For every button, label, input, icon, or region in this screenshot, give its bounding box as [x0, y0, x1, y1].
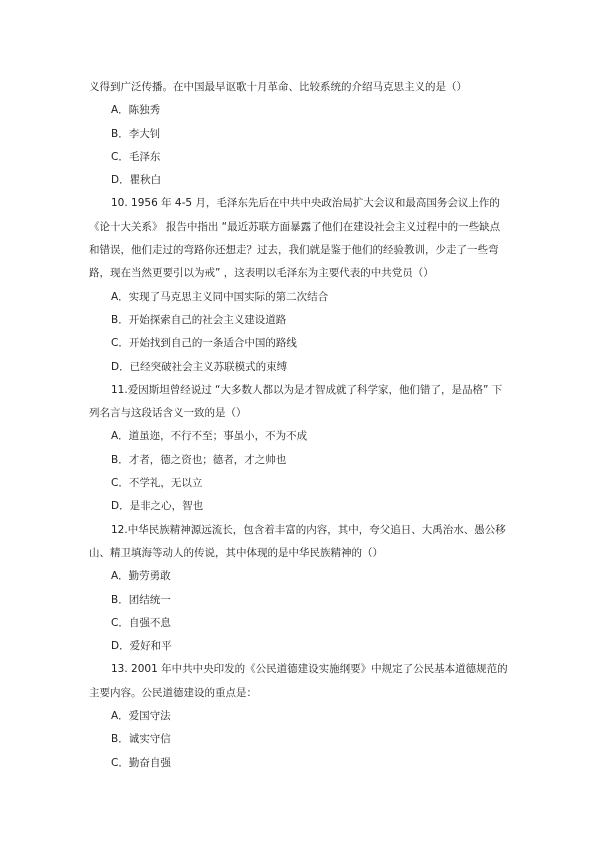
option-d: D．瞿秋白	[111, 174, 162, 187]
question-9-stem-line: 义得到广泛传播。在中国最早讴歌十月革命、比较系统的介绍马克思主义的是（）	[89, 81, 467, 93]
option-a: A．道虽迩，不行不至；事虽小，不为不成	[111, 430, 308, 443]
question-10-stem-line: 《论十大关系》 报告中指出 “最近苏联方面暴露了他们在建设社会主义过程中的一些缺点	[89, 220, 501, 233]
option-d: D．爱好和平	[111, 640, 172, 653]
option-c: C．开始找到自己的一条适合中国的路线	[111, 337, 297, 350]
option-c: C．不学礼，无以立	[111, 477, 203, 490]
option-c: C．勤奋自强	[111, 756, 171, 769]
option-c: C．毛泽东	[111, 150, 161, 163]
option-d: D．是非之心，智也	[111, 500, 204, 513]
question-10-stem-line: 和错误，他们走过的弯路你还想走？过去，我们就是鉴于他们的经验教训，少走了一些弯	[89, 244, 499, 257]
option-b: B．开始探索自己的社会主义建设道路	[111, 313, 287, 326]
question-13-stem-line: 13. 2001 年中共中央印发的《公民道德建设实施纲要》中规定了公民基本道德规范的	[111, 663, 508, 676]
option-a: A．实现了马克思主义同中国实际的第二次结合	[111, 290, 329, 303]
option-b: B．团结统一	[111, 593, 171, 606]
question-12-stem-line: 12.中华民族精神源远流长，包含着丰富的内容，其中，夸父追日、大禹治水、愚公移	[111, 523, 506, 536]
question-11-stem-line: 列名言与这段话含义一致的是（）	[89, 407, 247, 420]
question-13-stem-line: 主要内容。公民道德建设的重点是：	[89, 686, 257, 699]
option-b: B．诚实守信	[111, 733, 171, 746]
question-10-stem-line: 路，现在当然更要引以为戒” ，这表明以毛泽东为主要代表的中共党员（）	[89, 267, 434, 280]
option-b: B．才者，德之资也；德者，才之帅也	[111, 453, 287, 466]
question-11-stem-line: 11.爱因斯坦曾经说过 “大多数人都以为是才智成就了科学家，他们错了，是品格” 下	[111, 383, 503, 396]
option-b: B．李大钊	[111, 127, 161, 140]
option-a: A．陈独秀	[111, 104, 161, 117]
option-a: A．爱国守法	[111, 710, 171, 723]
option-a: A．勤劳勇敢	[111, 570, 171, 583]
question-10-stem-line: 10. 1956 年 4-5 月，毛泽东先后在中共中央政治局扩大会议和最高国务会议上作的	[111, 197, 500, 210]
option-c: C．自强不息	[111, 616, 171, 629]
option-d: D．已经突破社会主义苏联模式的束缚	[111, 360, 288, 373]
page-content	[89, 76, 511, 775]
question-12-stem-line: 山、精卫填海等动人的传说，其中体现的是中华民族精神的（）	[89, 546, 383, 559]
